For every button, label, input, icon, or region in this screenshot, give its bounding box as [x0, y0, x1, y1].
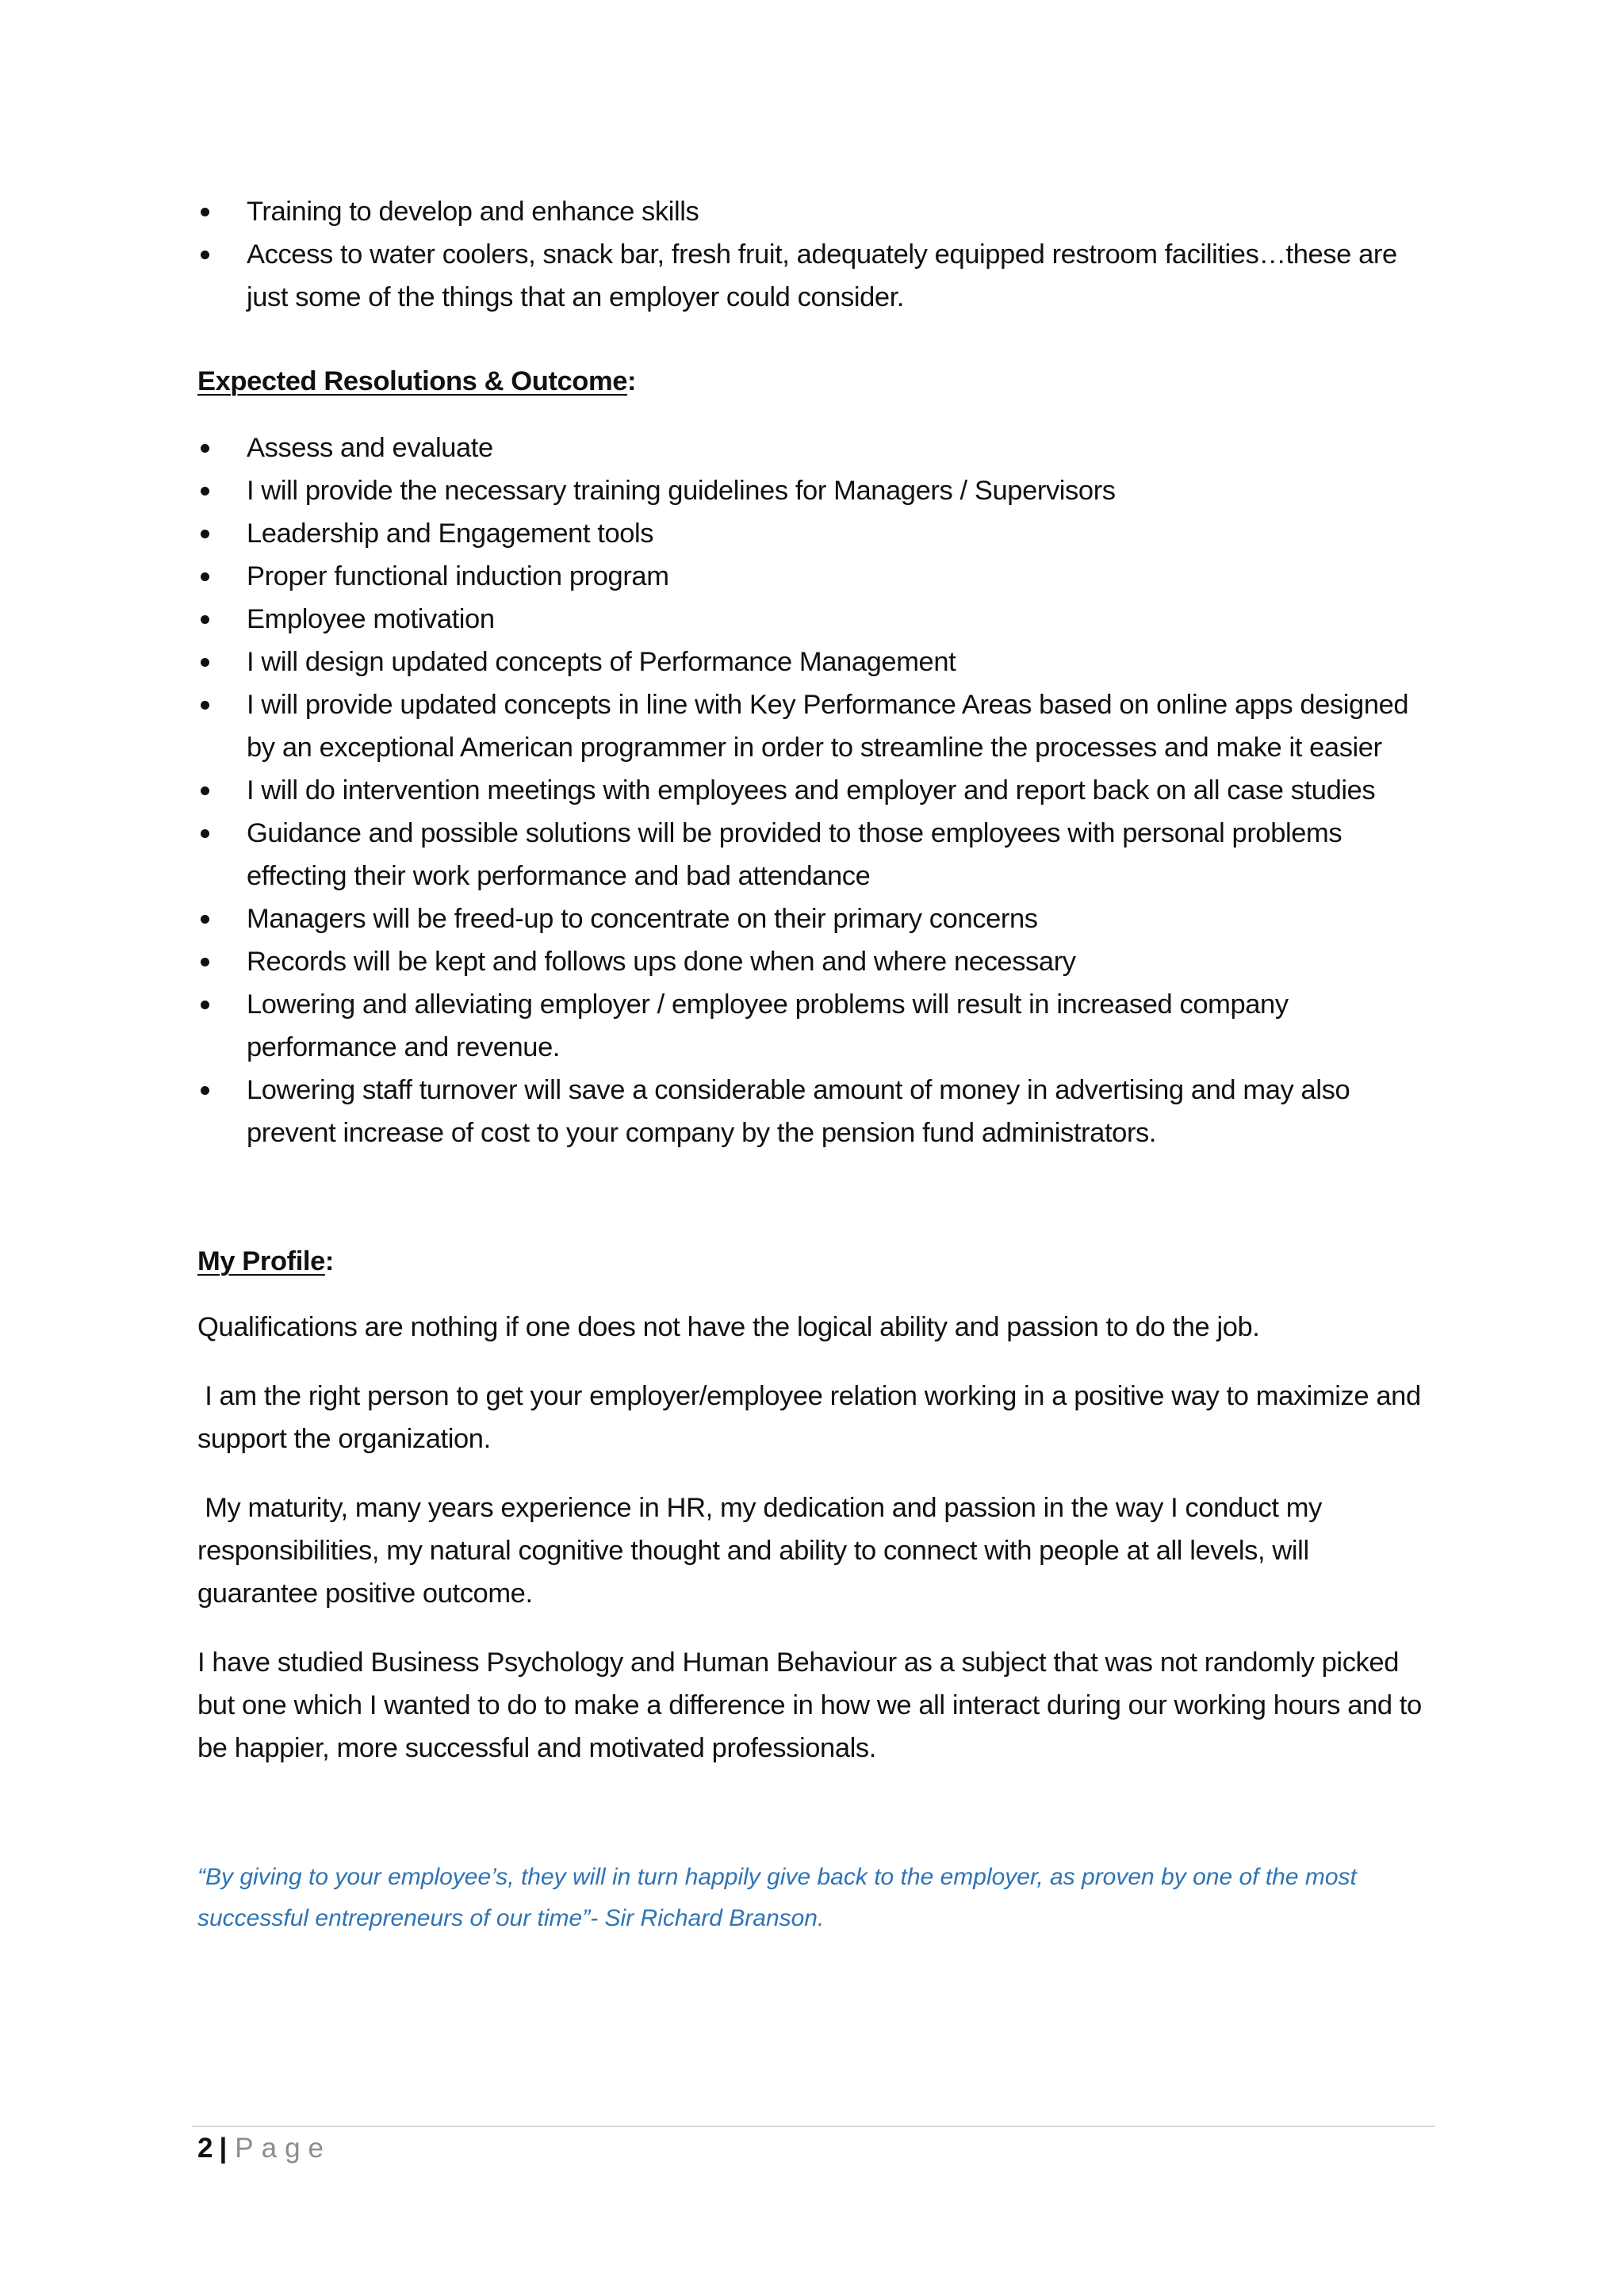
list-item: [197, 769, 1434, 812]
bullet-icon: [201, 958, 209, 966]
list-item-text: Lowering staff turnover will save a considerable amount of money in advertising and may also prevent increase of cost to your company by the pension fund administrators.: [247, 1075, 1350, 1148]
list-item: [197, 190, 1434, 233]
heading-colon: :: [324, 1246, 334, 1276]
bullet-icon: [201, 251, 209, 259]
section-heading-resolutions: [197, 360, 1434, 403]
list-item-text: Guidance and possible solutions will be provided to those employees with personal problems effecting their work performance and bad attendance: [247, 818, 1342, 891]
list-item: [197, 940, 1434, 983]
bullet-icon: [201, 615, 209, 624]
list-item-text: I will design updated concepts of Performance Management: [247, 647, 956, 677]
bullet-icon: [201, 658, 209, 667]
list-item-text: Leadership and Engagement tools: [247, 519, 654, 549]
page-number: 2: [197, 2133, 213, 2164]
list-item: [197, 683, 1434, 769]
footer-divider: [192, 2126, 1435, 2127]
list-item: [197, 512, 1434, 555]
top-bullet-list: [197, 190, 1434, 319]
bullet-icon: [201, 530, 209, 538]
list-item-text: Records will be kept and follows ups done when and where necessary: [247, 947, 1076, 977]
list-item: [197, 555, 1434, 598]
bullet-icon: [201, 786, 209, 795]
page-label: Page: [235, 2133, 332, 2164]
footer-separator: |: [219, 2133, 228, 2164]
list-item-text: I will do intervention meetings with employees and employer and report back on all case studies: [247, 775, 1376, 806]
bullet-icon: [201, 208, 209, 216]
heading-colon: :: [627, 366, 637, 396]
profile-paragraph: I have studied Business Psychology and Human Behaviour as a subject that was not randomly picked but one which I wanted to do to make a difference in how we all interact during our working hours and to be happier, more successful and motivated professionals.: [197, 1647, 1429, 1763]
profile-paragraph: My maturity, many years experience in HR, my dedication and passion in the way I conduct my responsibilities, my natural cognitive thought and ability to connect with people at all levels, will guarantee positive outcome.: [197, 1493, 1330, 1609]
list-item: [197, 469, 1434, 512]
bullet-icon: [201, 487, 209, 496]
page-footer: [197, 2130, 331, 2168]
branson-quote: “By giving to your employee’s, they will in turn happily give back to the employer, as proven by one of the most successful entrepreneurs of our time”- Sir Richard Branson.: [197, 1864, 1357, 1931]
list-item-text: Managers will be freed-up to concentrate on their primary concerns: [247, 904, 1038, 934]
list-item-text: Access to water coolers, snack bar, fresh fruit, adequately equipped restroom facilities…these are just some of the things that an employer could consider.: [247, 239, 1397, 312]
page-content: [197, 190, 1434, 1939]
list-item-text: Training to develop and enhance skills: [247, 197, 699, 227]
bullet-icon: [201, 829, 209, 838]
bullet-icon: [201, 572, 209, 581]
resolutions-bullet-list: [197, 427, 1434, 1154]
section-heading-profile: [197, 1240, 1434, 1283]
list-item: [197, 233, 1434, 319]
list-item: [197, 983, 1434, 1069]
list-item: [197, 427, 1434, 469]
bullet-icon: [201, 1001, 209, 1009]
list-item-text: Employee motivation: [247, 604, 495, 634]
bullet-icon: [201, 701, 209, 710]
bullet-icon: [201, 444, 209, 453]
list-item-text: I will provide the necessary training guidelines for Managers / Supervisors: [247, 476, 1116, 506]
profile-paragraph: Qualifications are nothing if one does not have the logical ability and passion to do the job.: [197, 1312, 1260, 1342]
list-item: [197, 641, 1434, 683]
heading-text: My Profile: [197, 1246, 325, 1276]
list-item-text: Assess and evaluate: [247, 433, 493, 463]
list-item-text: Lowering and alleviating employer / employee problems will result in increased company performance and revenue.: [247, 989, 1289, 1062]
bullet-icon: [201, 1086, 209, 1095]
list-item: [197, 598, 1434, 641]
list-item-text: I will provide updated concepts in line with Key Performance Areas based on online apps designed by an exceptional American programmer in order to streamline the processes and make it easier: [247, 690, 1409, 763]
profile-paragraph: I am the right person to get your employer/employee relation working in a positive way to maximize and support the organization.: [197, 1381, 1428, 1454]
list-item: [197, 1069, 1434, 1154]
bullet-icon: [201, 915, 209, 924]
list-item: [197, 812, 1434, 897]
list-item: [197, 897, 1434, 940]
list-item-text: Proper functional induction program: [247, 561, 669, 591]
heading-text: Expected Resolutions & Outcome: [197, 366, 628, 396]
